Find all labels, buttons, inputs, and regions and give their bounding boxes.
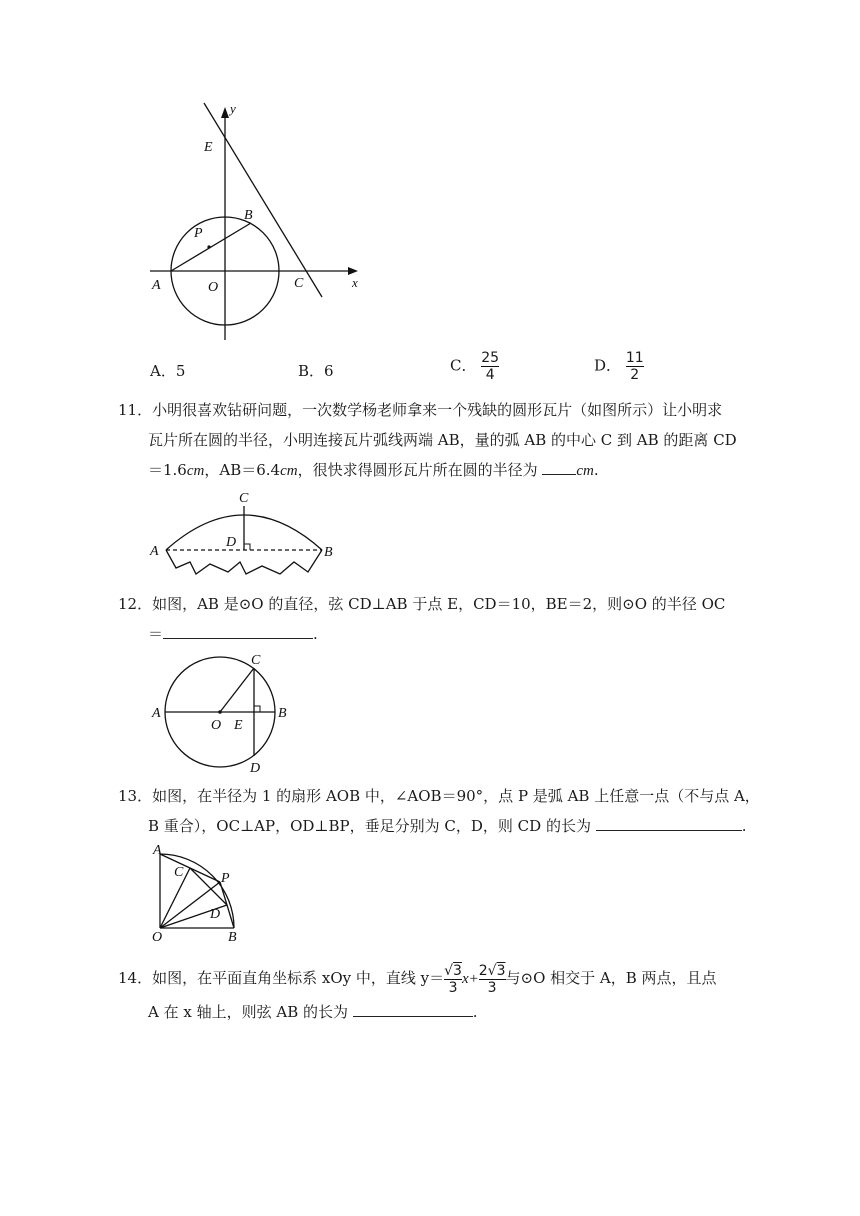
y-axis-arrow <box>221 107 229 118</box>
label-o: O <box>208 280 219 295</box>
broken-edge <box>166 550 322 574</box>
fraction-sqrt3-over-3: $\frac{√3}{3}$ <box>444 962 462 996</box>
fraction-2sqrt3-over-3: $\frac{2√3}{3}$ <box>478 962 506 996</box>
label-p: P <box>194 226 203 241</box>
right-angle-mark <box>244 544 250 550</box>
point-p <box>207 245 210 248</box>
label-a: A <box>152 278 161 293</box>
chord-ab <box>171 223 251 271</box>
label-o: O <box>152 930 163 942</box>
label-c: C <box>294 276 304 291</box>
answer-blank-q11[interactable] <box>542 458 576 475</box>
label-d: D <box>250 761 261 775</box>
label-x: x <box>352 275 358 290</box>
q10-figure <box>140 95 380 345</box>
option-b: B．6 <box>298 362 334 380</box>
q11-line-2: 瓦片所在圆的半径，小明连接瓦片弧线两端 AB，量的弧 AB 的中心 C 到 AB 的距离 CD <box>148 431 737 449</box>
label-d: D <box>210 907 221 922</box>
q11-figure <box>148 488 348 583</box>
label-b: B <box>278 706 287 721</box>
option-d: D． $\frac{11}{2}$ <box>594 350 644 383</box>
q13-line-2: B 重合），OC⊥AP，OD⊥BP，垂足分别为 C，D，则 CD 的长为 . <box>148 814 747 838</box>
q11-line-1: 11．小明很喜欢钻研问题，一次数学杨老师拿来一个残缺的圆形瓦片（如图所示）让小明求 <box>118 401 723 419</box>
label-b: B <box>228 930 237 942</box>
q11-line-3: ＝1.6cm，AB＝6.4cm，很快求得圆形瓦片所在圆的半径为 cm. <box>148 458 599 483</box>
label-b: B <box>324 545 333 560</box>
label-c: C <box>239 491 249 506</box>
q12-line-1: 12．如图，AB 是⊙O 的直径，弦 CD⊥AB 于点 E，CD＝10，BE＝2，则⊙O 的半径 OC <box>118 595 726 613</box>
answer-blank-q14[interactable] <box>353 1000 473 1017</box>
label-b: B <box>244 208 253 223</box>
x-axis-arrow <box>348 267 358 275</box>
label-a: A <box>153 843 162 858</box>
q13-figure <box>148 842 248 942</box>
center-o <box>218 710 222 714</box>
label-e: E <box>204 140 213 155</box>
q13-line-1: 13．如图，在半径为 1 的扇形 AOB 中，∠AOB＝90°，点 P 是弧 AB 上任意一点（不与点 A， <box>118 787 760 805</box>
q12-line-2: ＝ . <box>148 622 318 646</box>
q12-figure <box>148 650 298 775</box>
right-angle-mark <box>254 706 260 712</box>
q14-line-2: A 在 x 轴上，则弦 AB 的长为 . <box>148 1000 478 1024</box>
fraction-25-4: $\frac{25}{4}$ <box>481 350 500 383</box>
answer-blank-q13[interactable] <box>596 814 742 831</box>
label-a: A <box>150 544 159 559</box>
radius-oc <box>220 668 254 712</box>
label-e: E <box>234 718 243 733</box>
label-y: y <box>230 101 236 116</box>
label-o: O <box>211 718 222 733</box>
line-ec <box>204 103 322 297</box>
option-c: C． $\frac{25}{4}$ <box>450 350 500 383</box>
label-p: P <box>221 871 230 886</box>
label-d: D <box>226 535 237 550</box>
answer-blank-q12[interactable] <box>163 622 313 639</box>
fraction-11-2: $\frac{11}{2}$ <box>625 350 644 383</box>
q14-line-1: 14．如图，在平面直角坐标系 xOy 中，直线 y＝ $\frac{√3}{3}$ x+ $\frac{2√3}{3}$ 与⊙O 相交于 A，B 两点，且点 <box>118 962 717 996</box>
label-a: A <box>152 706 161 721</box>
option-a: A．5 <box>150 362 186 380</box>
label-c: C <box>174 865 184 880</box>
label-c: C <box>251 653 261 668</box>
